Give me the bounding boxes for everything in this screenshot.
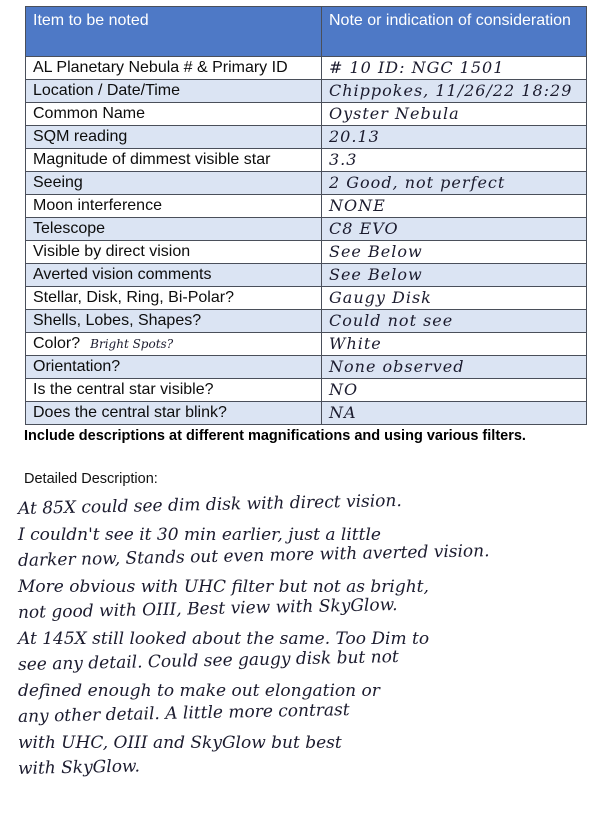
row-label: Does the central star blink?: [26, 402, 322, 425]
description-line: with UHC, OIII and SkyGlow but best: [18, 733, 342, 753]
row-label: Averted vision comments: [26, 264, 322, 287]
row-value: Gaugy Disk: [329, 288, 432, 307]
row-label: SQM reading: [26, 126, 322, 149]
row-label: Stellar, Disk, Ring, Bi-Polar?: [26, 287, 322, 310]
handwritten-note: Bright Spots?: [90, 337, 174, 351]
table-row: [26, 333, 587, 356]
description-line: darker now, Stands out even more with averted vision.: [17, 541, 490, 571]
row-label: AL Planetary Nebula # & Primary ID: [26, 57, 322, 80]
description-line: At 85X could see dim disk with direct vision.: [17, 490, 402, 519]
table-row: [26, 149, 587, 172]
row-label: Telescope: [26, 218, 322, 241]
row-value: White: [329, 334, 382, 353]
description-line: not good with OIII, Best view with SkyGlow.: [17, 595, 398, 623]
row-value: See Below: [329, 265, 423, 284]
table-header-row: [26, 7, 587, 57]
description-line: defined enough to make out elongation or: [18, 681, 380, 701]
description-line: I couldn't see it 30 min earlier, just a little: [18, 525, 381, 545]
description-line: At 145X still looked about the same. Too Dim to: [18, 629, 430, 649]
row-label: Color?: [33, 335, 81, 352]
observation-form-table: [25, 6, 587, 425]
table-row: [26, 195, 587, 218]
table-row: [26, 241, 587, 264]
table-row: [26, 103, 587, 126]
table-row: [26, 80, 587, 103]
table-row: [26, 57, 587, 80]
row-value: 3.3: [329, 150, 358, 169]
table-row: [26, 218, 587, 241]
table-row: [26, 264, 587, 287]
table-row: [26, 287, 587, 310]
row-value: 2 Good, not perfect: [329, 173, 506, 192]
row-value: C8 EVO: [329, 219, 399, 238]
row-label: Location / Date/Time: [26, 80, 322, 103]
row-value: Oyster Nebula: [329, 104, 460, 123]
row-value: # 10 ID: NGC 1501: [329, 58, 505, 77]
row-value: See Below: [329, 242, 423, 261]
row-label: Seeing: [26, 172, 322, 195]
row-label: Visible by direct vision: [26, 241, 322, 264]
instructions-text: Include descriptions at different magnifications and using various filters.: [24, 428, 526, 444]
description-line: see any detail. Could see gaugy disk but not: [17, 647, 399, 675]
header-item-column: Item to be noted: [26, 7, 322, 57]
row-value: NO: [329, 380, 359, 399]
description-line: any other detail. A little more contrast: [17, 700, 350, 727]
header-note-column: Note or indication of consideration: [322, 7, 587, 57]
row-label: Common Name: [26, 103, 322, 126]
row-label: Moon interference: [26, 195, 322, 218]
row-value: None observed: [329, 357, 465, 376]
table-row: [26, 310, 587, 333]
row-label: Shells, Lobes, Shapes?: [26, 310, 322, 333]
row-value: NA: [329, 403, 357, 422]
detailed-description-label: Detailed Description:: [24, 471, 158, 487]
table-row: [26, 126, 587, 149]
description-line: with SkyGlow.: [17, 756, 141, 779]
row-label: Orientation?: [26, 356, 322, 379]
row-label: Is the central star visible?: [26, 379, 322, 402]
row-value: 20.13: [329, 127, 380, 146]
description-line: More obvious with UHC filter but not as bright,: [18, 577, 429, 597]
table-row: [26, 402, 587, 425]
row-value: Chippokes, 11/26/22 18:29: [329, 81, 573, 100]
row-value: NONE: [329, 196, 386, 215]
row-value: Could not see: [329, 311, 454, 330]
table-row: [26, 172, 587, 195]
table-row: [26, 356, 587, 379]
handwritten-description: [17, 490, 588, 782]
row-label: Magnitude of dimmest visible star: [26, 149, 322, 172]
table-row: [26, 379, 587, 402]
